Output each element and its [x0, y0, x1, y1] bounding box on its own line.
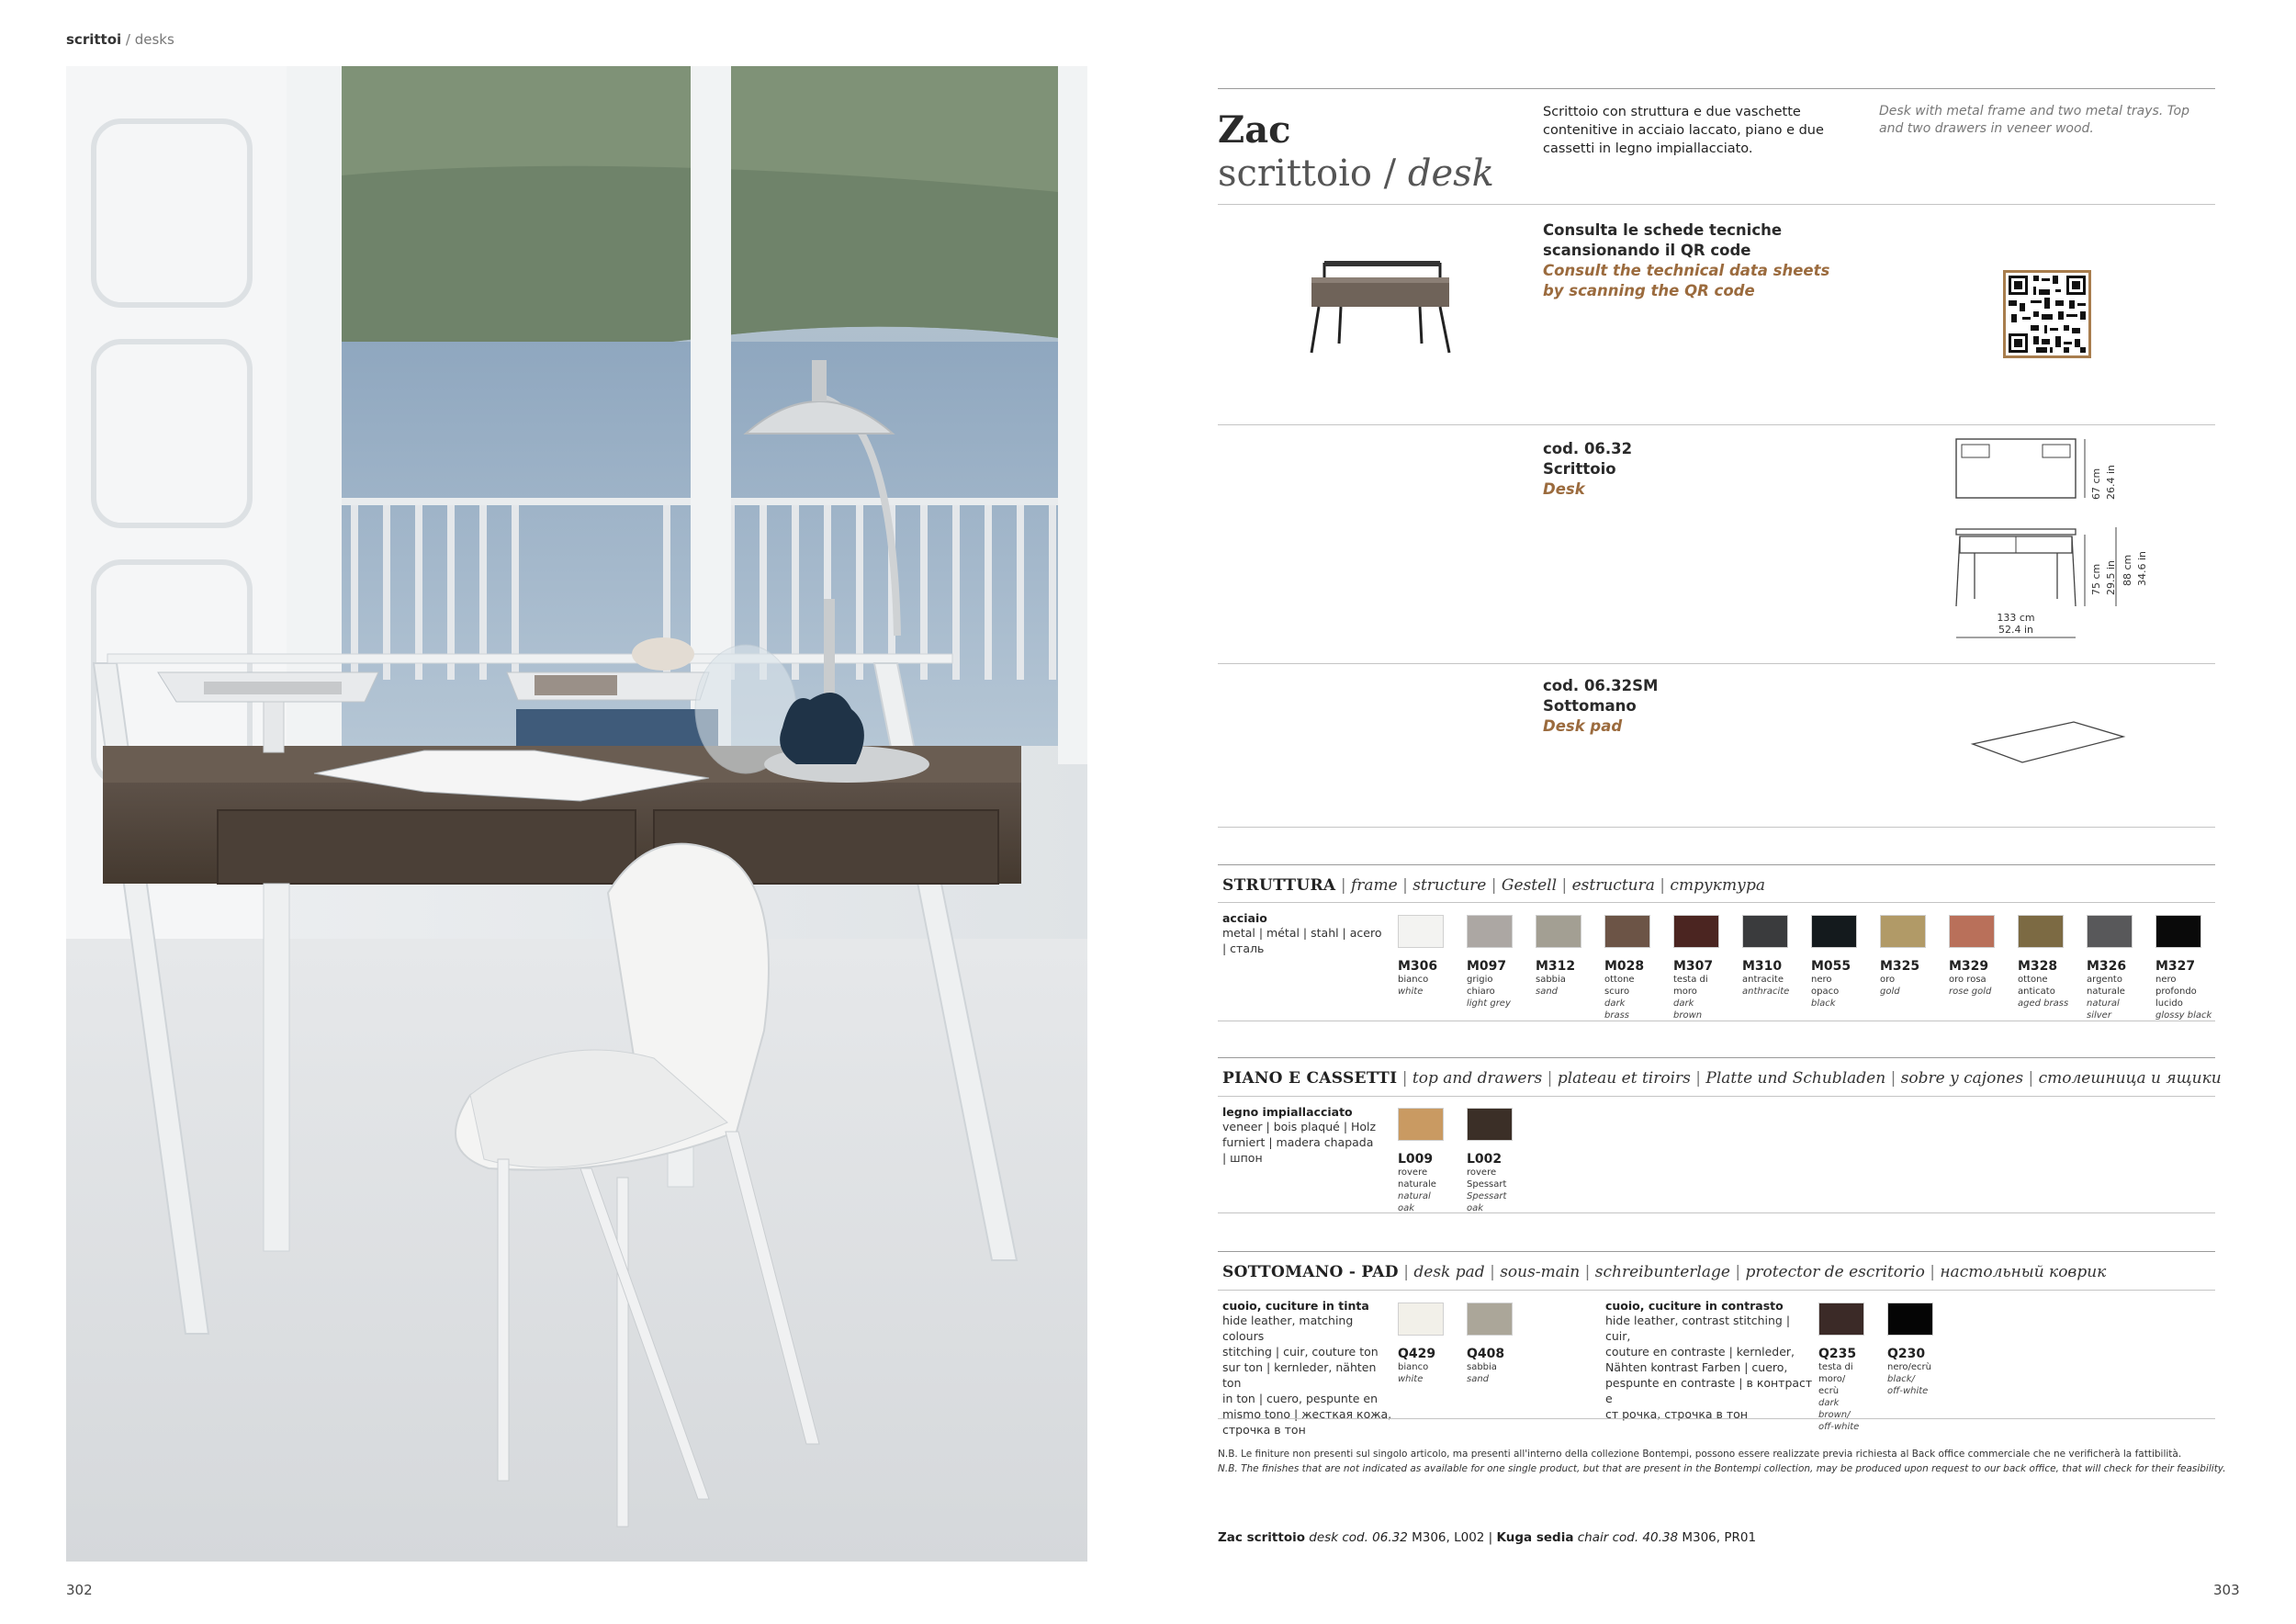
caption-part: desk cod. 06.32 [1305, 1530, 1408, 1545]
swatch-item[interactable] [1887, 1303, 1933, 1397]
section-translation: структура [1670, 876, 1765, 895]
section-translation: desk pad [1413, 1263, 1485, 1281]
section-translation: sobre y cajones [1900, 1069, 2024, 1088]
swatch-item[interactable] [1398, 1108, 1444, 1214]
rule [1218, 204, 2215, 205]
swatch-color [1742, 915, 1788, 948]
swatch-color [2018, 915, 2064, 948]
dimension-height-in: 29.5 in [2105, 559, 2117, 595]
swatch-name-en: anthracite [1742, 987, 1790, 997]
material-name: legno impiallacciato [1222, 1105, 1353, 1119]
swatch-name-en: gold [1880, 987, 1900, 997]
swatch-item[interactable] [1604, 915, 1650, 1021]
section-translation: top and drawers [1412, 1069, 1543, 1088]
item-code: cod. 06.32 [1543, 440, 1633, 457]
qr-instruction-it-line2: scansionando il QR code [1543, 242, 1751, 259]
section-piano-title: PIANO E CASSETTI | top and drawers | plateau et tiroirs | Platte und Schubladen | sobre y cajones | столешница и ящики [1222, 1069, 2222, 1088]
swatch-color [1398, 1108, 1444, 1141]
swatch-name-it: nero/ecrù [1887, 1362, 1931, 1372]
note-it: N.B. Le finiture non presenti sul singolo articolo, ma presenti all'interno della collezione Bontempi, possono essere realizzate previa richiesta al Back office commerciale che ne verificherà la fattibilità. [1218, 1449, 2182, 1460]
caption-part: Zac scrittoio [1218, 1530, 1306, 1545]
swatch-item[interactable] [1880, 915, 1926, 998]
swatch-color [1467, 1108, 1513, 1141]
dimension-height2-in: 34.6 in [2136, 550, 2148, 586]
section-translation: protector de escritorio [1745, 1263, 1925, 1281]
swatch-color [2087, 915, 2133, 948]
rule [1218, 424, 2215, 425]
breadcrumb-category: scrittoi [66, 31, 122, 48]
swatch-code: M310 [1742, 959, 1783, 974]
dimension-depth [2090, 441, 2105, 500]
dimension-depth-in: 26.4 in [2105, 464, 2117, 500]
swatch-color [1811, 915, 1857, 948]
material-desc: pespunte en contraste | в контраст е [1605, 1376, 1813, 1405]
qr-instruction-en-line2: by scanning the QR code [1543, 282, 1755, 299]
swatch-name-en: white [1398, 1374, 1424, 1384]
swatch-item[interactable] [1398, 1303, 1444, 1385]
rule [1218, 827, 2215, 828]
section-translation: estructura [1571, 876, 1655, 895]
caption-part: Kuga sedia [1496, 1530, 1574, 1545]
swatch-color [1818, 1303, 1864, 1336]
rule [1218, 1418, 2215, 1419]
swatch-code: L002 [1467, 1152, 1503, 1167]
section-translation: Gestell [1501, 876, 1558, 895]
dimension-height2-cm: 88 cm [2122, 554, 2133, 586]
swatch-name-en: black [1811, 998, 1836, 1009]
swatch-item[interactable] [1811, 915, 1857, 1009]
section-translation: structure [1412, 876, 1487, 895]
rule [1218, 1290, 2215, 1291]
swatch-item[interactable] [1467, 1303, 1513, 1385]
swatch-code: M097 [1467, 959, 1507, 974]
material-desc: sur ton | kernleder, nähten ton [1222, 1360, 1377, 1390]
material-leather-matching [1222, 1299, 1397, 1438]
caption-part: M306, PR01 [1678, 1530, 1757, 1545]
swatch-item[interactable] [1742, 915, 1789, 998]
swatch-name-en: glossy black [2155, 1010, 2212, 1021]
swatch-code: M326 [2087, 959, 2127, 974]
swatch-name-en: off-white [1818, 1422, 1860, 1432]
qr-instruction-it-line1: Consulta le schede tecniche [1543, 221, 1783, 239]
swatch-name-en: dark brass [1604, 998, 1630, 1021]
swatch-item[interactable] [1949, 915, 1995, 998]
section-translation: Platte und Schubladen [1705, 1069, 1886, 1088]
material-leather-contrast [1605, 1299, 1817, 1422]
dimension-depth-cm: 67 cm [2090, 468, 2102, 500]
section-translation: frame [1350, 876, 1398, 895]
swatch-color [1398, 1303, 1444, 1336]
swatch-item[interactable] [1673, 915, 1719, 1021]
section-title: PIANO E CASSETTI [1222, 1069, 1398, 1088]
section-title: SOTTOMANO - PAD [1222, 1263, 1399, 1281]
swatch-item[interactable] [1536, 915, 1581, 998]
material-veneer [1222, 1105, 1388, 1166]
swatch-name-it: ottone scuro [1604, 975, 1635, 997]
swatch-color [1604, 915, 1650, 948]
section-rule [1218, 1251, 2215, 1252]
desk-thumbnail [1302, 255, 1458, 360]
material-desc: in ton | cuero, pespunte en [1222, 1392, 1379, 1405]
swatch-color [1880, 915, 1926, 948]
swatch-name-it: bianco [1398, 975, 1429, 985]
page-number-left: 302 [66, 1582, 93, 1598]
material-desc: veneer | bois plaqué | Holz [1222, 1120, 1377, 1133]
swatch-name-it: sabbia [1536, 975, 1566, 985]
dimension-width-in: 52.4 in [1998, 624, 2034, 636]
qr-code-icon [2006, 273, 2088, 355]
swatch-code: M327 [2155, 959, 2196, 974]
item-code: cod. 06.32SM [1543, 677, 1659, 694]
qr-instruction-en-line1: Consult the technical data sheets [1543, 262, 1830, 279]
swatch-item[interactable] [1467, 915, 1513, 1009]
qr-code[interactable] [2003, 270, 2091, 358]
desk-scene-illustration [66, 66, 1087, 1562]
swatch-item[interactable] [1398, 915, 1444, 998]
swatch-item[interactable] [2155, 915, 2212, 1021]
swatch-name-en: white [1398, 987, 1424, 997]
swatch-color [2155, 915, 2201, 948]
material-desc: строчка в тон [1222, 1423, 1306, 1437]
dimension-depth-imperial [2105, 441, 2120, 500]
dimension-width-cm: 133 cm [1997, 612, 2035, 624]
material-name: cuoio, cuciture in contrasto [1605, 1299, 1784, 1313]
swatch-code: M055 [1811, 959, 1851, 974]
qr-instructions [1543, 220, 1829, 301]
swatch-color [1467, 915, 1513, 948]
product-description-en: Desk with metal frame and two metal trays. Top and two drawers in veneer wood. [1879, 104, 2190, 136]
swatch-item[interactable] [1467, 1108, 1513, 1214]
material-desc: couture en contraste | kernleder, [1605, 1345, 1795, 1359]
material-desc: hide leather, contrast stitching | cuir, [1605, 1314, 1791, 1343]
material-name: acciaio [1222, 911, 1267, 925]
item-name-en: Desk pad [1543, 717, 1623, 735]
swatch-name-it: nero profondo lucido [2155, 975, 2197, 1009]
dimension-height-cm: 75 cm [2090, 563, 2102, 595]
swatch-name-it: Spessart [1467, 1179, 1507, 1190]
breadcrumb [66, 31, 174, 48]
section-translation: schreibunterlage [1594, 1263, 1730, 1281]
product-type-it: scrittoio / [1218, 152, 1397, 195]
material-name: cuoio, cuciture in tinta [1222, 1299, 1369, 1313]
dimension-height-total [2122, 527, 2136, 586]
swatch-name-en: dark brown/ [1818, 1398, 1851, 1420]
swatch-name-it: ecrù [1818, 1386, 1840, 1396]
swatch-name-it: sabbia [1467, 1362, 1497, 1372]
product-type [1218, 152, 1494, 195]
item-desk [1543, 439, 1632, 500]
swatch-name-en: natural silver [2087, 998, 2120, 1021]
swatch-code: M307 [1673, 959, 1714, 974]
swatch-name-it: rovere [1398, 1167, 1428, 1178]
dimension-width [1956, 612, 2076, 636]
item-desk-pad [1543, 676, 1658, 737]
page-number-right: 303 [2213, 1582, 2240, 1598]
material-desc: stitching | cuir, couture ton [1222, 1345, 1379, 1359]
top-rule [1218, 88, 2215, 89]
swatch-code: Q230 [1887, 1347, 1926, 1361]
swatch-name-en: light grey [1467, 998, 1511, 1009]
swatch-color [1467, 1303, 1513, 1336]
dimension-height-imperial [2105, 536, 2120, 595]
swatch-color [1673, 915, 1719, 948]
swatch-name-it: testa di moro/ [1818, 1362, 1853, 1384]
swatch-name-it: oro rosa [1949, 975, 1986, 985]
swatch-color [1398, 915, 1444, 948]
swatch-name-en: sand [1467, 1374, 1490, 1384]
section-translation: настольный коврик [1940, 1263, 2107, 1281]
material-desc: Nähten kontrast Farben | cuero, [1605, 1360, 1788, 1374]
photo-caption [1218, 1530, 1756, 1545]
section-translation: sous-main [1500, 1263, 1581, 1281]
swatch-item[interactable] [2018, 915, 2084, 1009]
swatch-code: M312 [1536, 959, 1576, 974]
rule [1218, 902, 2215, 903]
swatch-name-en: black/ [1887, 1374, 1915, 1384]
material-desc: ст рочка, строчка в тон [1605, 1407, 1748, 1421]
swatch-name-it: ottone anticato [2018, 975, 2055, 997]
swatch-name-it: bianco [1398, 1362, 1429, 1372]
swatch-code: M306 [1398, 959, 1438, 974]
swatch-name-en: off-white [1887, 1386, 1929, 1396]
swatch-color [1536, 915, 1581, 948]
item-name-en: Desk [1543, 480, 1585, 498]
section-struttura-title: STRUTTURA | frame | structure | Gestell | estructura | структура [1222, 876, 1765, 895]
swatch-name-it: nero opaco [1811, 975, 1840, 997]
rule [1218, 663, 2215, 664]
section-rule [1218, 864, 2215, 865]
section-rule [1218, 1057, 2215, 1058]
dimension-height [2090, 536, 2105, 595]
swatch-color [1887, 1303, 1933, 1336]
material-desc: mismo tono | жесткая кожа, [1222, 1407, 1392, 1421]
swatch-code: M325 [1880, 959, 1920, 974]
swatch-name-en: rose gold [1949, 987, 1992, 997]
section-translation: plateau et tiroirs [1557, 1069, 1691, 1088]
item-name-it: Sottomano [1543, 697, 1637, 715]
note-en: N.B. The finishes that are not indicated as available for one single product, but that are present in the Bontempi collection, may be produced upon request to our back office, that will check for their feasibility. [1218, 1463, 2226, 1474]
dimension-height-total-imperial [2136, 527, 2151, 586]
product-name: Zac [1218, 108, 1291, 152]
swatch-code: M329 [1949, 959, 1989, 974]
section-translation: столешница и ящики [2038, 1069, 2222, 1088]
swatch-name-en: Spessart oak [1467, 1191, 1507, 1213]
swatch-item[interactable] [1818, 1303, 1864, 1433]
section-sottomano-title: SOTTOMANO - PAD | desk pad | sous-main | schreibunterlage | protector de escritorio | настольный коврик [1222, 1263, 2107, 1281]
item-name-it: Scrittoio [1543, 460, 1616, 478]
product-type-en: desk [1396, 152, 1494, 195]
swatch-color [1949, 915, 1995, 948]
product-photo [66, 66, 1087, 1562]
material-desc: furniert | madera chapada [1222, 1135, 1374, 1149]
swatch-code: M328 [2018, 959, 2058, 974]
caption-part: chair cod. 40.38 [1573, 1530, 1679, 1545]
product-description-it: Scrittoio con struttura e due vaschette contenitive in acciaio laccato, piano e due cassetti in legno impiallacciato. [1543, 105, 1824, 156]
material-desc: metal | métal | stahl | acero [1222, 926, 1382, 940]
swatch-name-it: grigio chiaro [1467, 975, 1495, 997]
desk-pad-drawing [1965, 716, 2131, 775]
rule [1218, 1212, 2215, 1213]
swatch-name-en: dark brown [1673, 998, 1703, 1021]
swatch-name-it: oro [1880, 975, 1896, 985]
swatch-name-it: antracite [1742, 975, 1784, 985]
swatch-name-it: argento naturale [2087, 975, 2125, 997]
swatch-name-it: testa di moro [1673, 975, 1708, 997]
swatch-code: M028 [1604, 959, 1645, 974]
rule [1218, 1096, 2215, 1097]
material-desc: | шпон [1222, 1151, 1263, 1165]
swatch-item[interactable] [2087, 915, 2145, 1021]
material-desc: | сталь [1222, 942, 1265, 955]
swatch-name-en: aged brass [2018, 998, 2069, 1009]
swatch-name-it: rovere [1467, 1167, 1497, 1178]
swatch-code: Q235 [1818, 1347, 1857, 1361]
swatch-code: Q429 [1398, 1347, 1436, 1361]
caption-part: M306, L002 | [1407, 1530, 1497, 1545]
section-title: STRUTTURA [1222, 876, 1336, 895]
swatch-name-en: sand [1536, 987, 1559, 997]
swatch-code: L009 [1398, 1152, 1434, 1167]
material-desc: hide leather, matching colours [1222, 1314, 1354, 1343]
swatch-name-it: naturale [1398, 1179, 1436, 1190]
swatch-name-en: natural oak [1398, 1191, 1431, 1213]
swatch-code: Q408 [1467, 1347, 1505, 1361]
breadcrumb-subcategory: / desks [121, 31, 174, 48]
material-steel [1222, 911, 1388, 956]
